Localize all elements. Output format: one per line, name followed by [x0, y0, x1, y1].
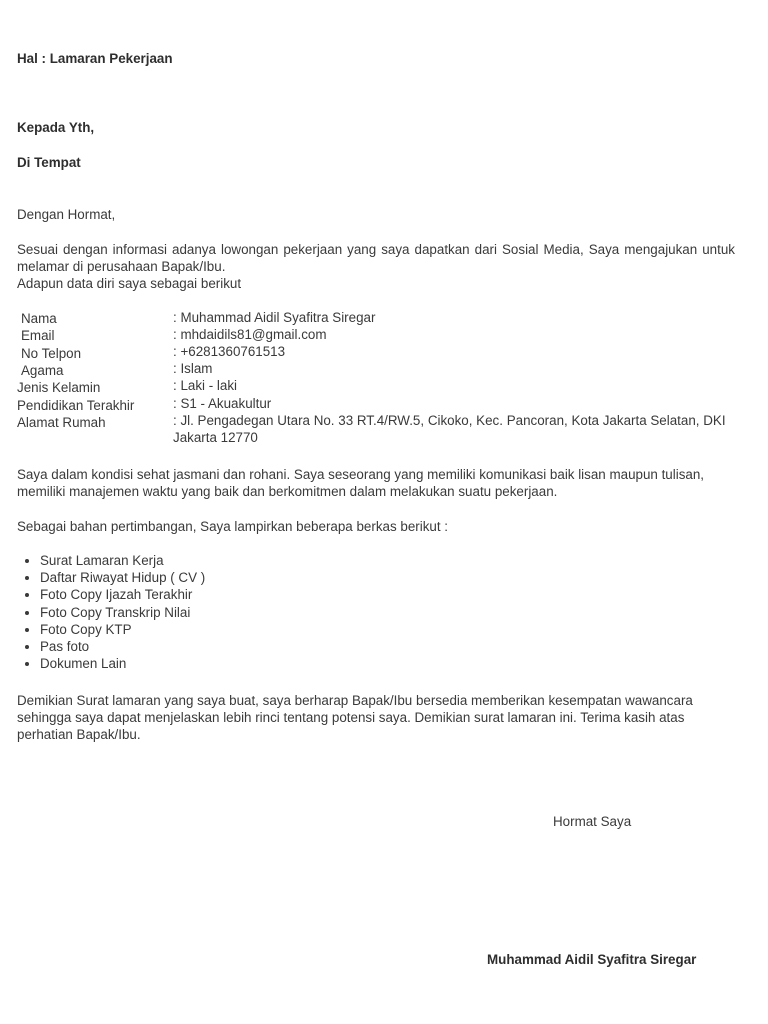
data-value-gender: : Laki - laki — [173, 378, 237, 393]
data-value-phone: : +6281360761513 — [173, 344, 286, 359]
list-item: • Daftar Riwayat Hidup ( CV ) — [40, 569, 205, 586]
intro-paragraph: Sesuai dengan informasi adanya lowongan pekerjaan yang saya dapatkan dari Sosial Media, Saya mengajukan untuk melamar di perusahaan Bapak/Ibu. — [17, 242, 735, 274]
place-line: Di Tempat — [17, 155, 81, 170]
data-label-religion: Agama — [21, 363, 64, 378]
attachments-intro: Sebagai bahan pertimbangan, Saya lampirkan beberapa berkas berikut : — [17, 519, 449, 534]
list-item: • Dokumen Lain — [40, 655, 205, 672]
sign-off: Hormat Saya — [553, 814, 632, 829]
signature-name: Muhammad Aidil Syafitra Siregar — [487, 952, 697, 967]
data-label-education: Pendidikan Terakhir — [17, 398, 135, 413]
data-value-religion: : Islam — [173, 361, 213, 376]
data-value-name: : Muhammad Aidil Syafitra Siregar — [173, 310, 376, 325]
list-item: • Pas foto — [40, 638, 205, 655]
data-label-address: Alamat Rumah — [17, 415, 106, 430]
data-label-phone: No Telpon — [21, 346, 82, 361]
data-value-education: : S1 - Akuakultur — [173, 396, 272, 411]
subject-line: Hal : Lamaran Pekerjaan — [17, 51, 173, 66]
recipient-line: Kepada Yth, — [17, 120, 95, 135]
list-item: • Foto Copy Transkrip Nilai — [40, 604, 205, 621]
intro-data-lead: Adapun data diri saya sebagai berikut — [17, 276, 242, 291]
data-value-address: : Jl. Pengadegan Utara No. 33 RT.4/RW.5, Cikoko, Kec. Pancoran, Kota Jakarta Selatan, DKI Jakarta 12770 — [173, 413, 726, 445]
data-label-email: Email — [21, 328, 55, 343]
greeting: Dengan Hormat, — [17, 207, 116, 222]
data-value-email: : mhdaidils81@gmail.com — [173, 327, 327, 342]
attachments-list — [17, 552, 205, 672]
list-item: • Surat Lamaran Kerja — [40, 552, 205, 569]
list-item: • Foto Copy KTP — [40, 621, 205, 638]
statement-paragraph: Saya dalam kondisi sehat jasmani dan rohani. Saya seseorang yang memiliki komunikasi baik lisan maupun tulisan, memiliki manajemen waktu yang baik dan berkomitmen dalam melakukan suatu pekerjaan. — [17, 467, 705, 499]
list-item: • Foto Copy Ijazah Terakhir — [40, 586, 205, 603]
closing-paragraph: Demikian Surat lamaran yang saya buat, saya berharap Bapak/Ibu bersedia memberikan kesempatan wawancara sehingga saya dapat menjelaskan lebih rinci tentang potensi saya. Demikian surat lamaran ini. Terima kasih atas perhatian Bapak/Ibu. — [17, 693, 693, 742]
data-label-gender: Jenis Kelamin — [17, 380, 101, 395]
data-label-name: Nama — [21, 311, 57, 326]
